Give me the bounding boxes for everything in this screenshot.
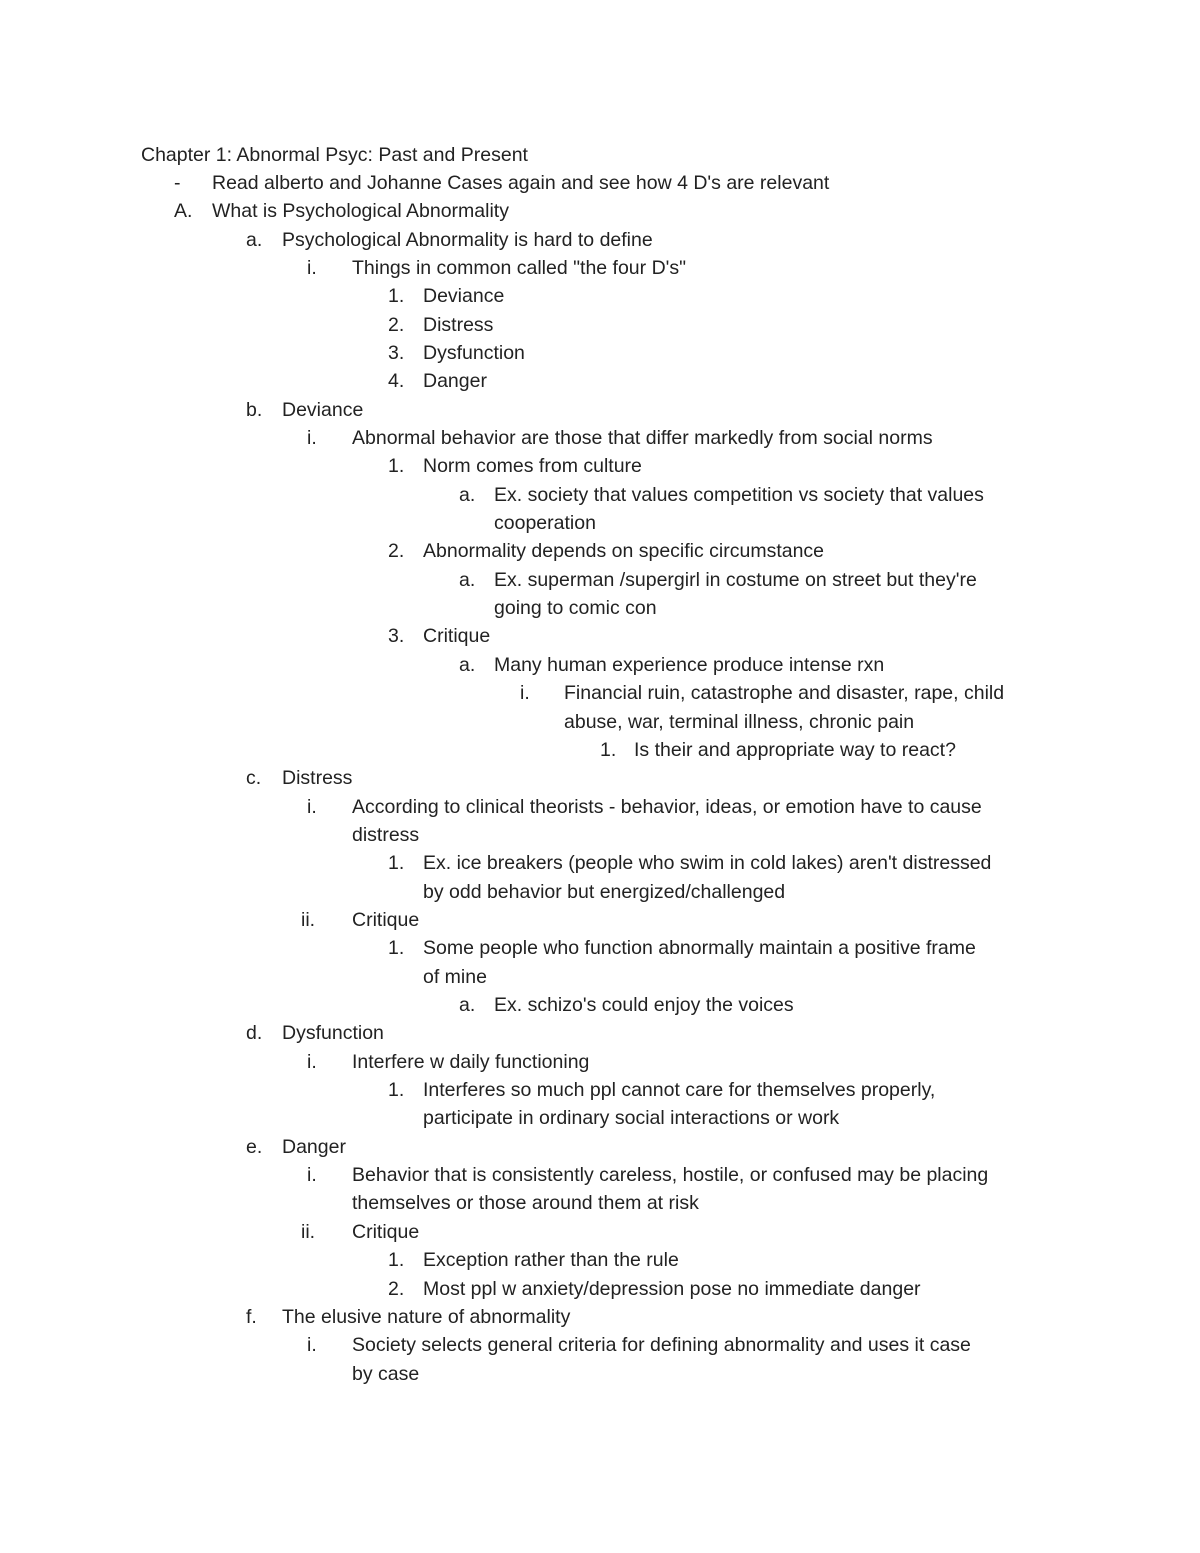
line-text: What is Psychological Abnormality: [212, 200, 509, 223]
list-item: [0, 651, 1200, 679]
list-marker: a.: [459, 483, 476, 506]
line-text: Norm comes from culture: [423, 455, 642, 478]
list-marker: 1.: [388, 852, 405, 875]
list-marker: 1.: [388, 285, 405, 308]
line-text: Abnormal behavior are those that differ markedly from social norms: [352, 427, 933, 449]
list-marker: 3.: [388, 625, 405, 648]
list-item: [0, 1331, 1200, 1359]
list-marker: 1.: [600, 738, 617, 761]
list-item: [0, 679, 1200, 707]
list-marker: b.: [246, 398, 263, 421]
line-text: distress: [352, 823, 420, 846]
line-text: Interfere w daily functioning: [352, 1050, 590, 1073]
list-marker: 1.: [388, 1249, 405, 1272]
list-item: [0, 1218, 1200, 1246]
list-marker: 1.: [388, 937, 405, 960]
list-item-continuation: [0, 1189, 1200, 1217]
list-item: [0, 1275, 1200, 1303]
line-text: Danger: [423, 370, 487, 393]
line-text: Danger: [282, 1135, 346, 1158]
line-text: abuse, war, terminal illness, chronic pain: [564, 710, 915, 733]
list-marker: i.: [307, 1334, 317, 1357]
list-item: [0, 452, 1200, 480]
list-marker: 1.: [388, 1079, 405, 1102]
list-marker: -: [174, 171, 181, 194]
line-text: Many human experience produce intense rxn: [494, 653, 885, 676]
line-text: Deviance: [423, 285, 505, 308]
line-text: Dysfunction: [282, 1022, 384, 1045]
list-item: [0, 906, 1200, 934]
list-item-continuation: [0, 963, 1200, 991]
line-text: Interferes so much ppl cannot care for themselves properly,: [423, 1079, 936, 1102]
list-item: [0, 481, 1200, 509]
list-marker: f.: [246, 1305, 257, 1328]
list-marker: 2.: [388, 540, 405, 563]
list-item: [0, 764, 1200, 792]
list-item: [0, 1019, 1200, 1047]
list-item: [0, 311, 1200, 339]
list-marker: a.: [459, 653, 476, 676]
list-item-continuation: [0, 821, 1200, 849]
line-text: Distress: [282, 767, 353, 790]
list-item-continuation: [0, 878, 1200, 906]
list-marker: 2.: [388, 313, 405, 336]
list-item-continuation: [0, 1104, 1200, 1132]
line-text: Exception rather than the rule: [423, 1249, 679, 1272]
list-item: [0, 197, 1200, 225]
list-marker: 4.: [388, 370, 405, 393]
list-item: [0, 396, 1200, 424]
list-marker: i.: [307, 1050, 317, 1073]
line-text: Ex. society that values competition vs society that values: [494, 483, 984, 506]
line-text: Behavior that is consistently careless, hostile, or confused may be placing: [352, 1164, 989, 1187]
list-item: [0, 991, 1200, 1019]
list-item: [0, 169, 1200, 197]
line-text: themselves or those around them at risk: [352, 1192, 699, 1215]
line-text: Ex. superman /supergirl in costume on street but they're: [494, 568, 977, 591]
list-item: [0, 793, 1200, 821]
list-item: [0, 424, 1200, 452]
line-text: Most ppl w anxiety/depression pose no immediate danger: [423, 1277, 921, 1300]
line-text: Deviance: [282, 398, 364, 421]
line-text: Critique: [352, 1220, 420, 1243]
list-marker: a.: [459, 994, 476, 1016]
line-text: of mine: [423, 965, 487, 988]
list-item: [0, 566, 1200, 594]
line-text: Abnormality depends on specific circumstance: [423, 540, 825, 563]
list-item: [0, 849, 1200, 877]
list-item: [0, 622, 1200, 650]
line-text: Critique: [352, 908, 420, 931]
list-marker: i.: [520, 682, 530, 705]
list-marker: i.: [307, 256, 317, 279]
list-marker: 2.: [388, 1277, 405, 1300]
list-item: [0, 1161, 1200, 1189]
line-text: Ex. ice breakers (people who swim in cold lakes) aren't distressed: [423, 852, 992, 875]
line-text: Things in common called "the four D's": [352, 256, 687, 279]
list-marker: a.: [459, 568, 476, 591]
list-item: [0, 254, 1200, 282]
list-item: [0, 226, 1200, 254]
list-item: [0, 537, 1200, 565]
list-marker: i.: [307, 1164, 317, 1187]
line-text: cooperation: [494, 512, 596, 535]
list-marker: 3.: [388, 341, 405, 364]
line-text: Some people who function abnormally maintain a positive frame: [423, 937, 976, 960]
list-item-continuation: [0, 708, 1200, 736]
list-marker: i.: [307, 427, 317, 449]
line-text: Distress: [423, 313, 494, 336]
line-text: by case: [352, 1362, 420, 1385]
list-item: [0, 1133, 1200, 1161]
list-marker: ii.: [301, 1220, 316, 1243]
list-item: [0, 934, 1200, 962]
list-item: [0, 736, 1200, 764]
line-text: Ex. schizo's could enjoy the voices: [494, 994, 794, 1016]
list-marker: ii.: [301, 908, 316, 931]
list-item: [0, 1303, 1200, 1331]
list-marker: a.: [246, 228, 263, 251]
list-marker: d.: [246, 1022, 263, 1045]
list-item-continuation: [0, 509, 1200, 537]
list-item: [0, 1246, 1200, 1274]
list-marker: e.: [246, 1135, 263, 1158]
list-item: [0, 1076, 1200, 1104]
line-text: The elusive nature of abnormality: [282, 1305, 571, 1328]
line-text: by odd behavior but energized/challenged: [423, 880, 786, 903]
list-item: [0, 367, 1200, 395]
list-marker: 1.: [388, 455, 405, 478]
line-text: Read alberto and Johanne Cases again and see how 4 D's are relevant: [212, 171, 830, 194]
line-text: Financial ruin, catastrophe and disaster, rape, child: [564, 682, 1005, 705]
list-item: [0, 1048, 1200, 1076]
page-title: [0, 141, 1200, 169]
line-text: participate in ordinary social interactions or work: [423, 1107, 840, 1130]
list-item: [0, 282, 1200, 310]
list-marker: c.: [246, 767, 262, 790]
line-text: According to clinical theorists - behavior, ideas, or emotion have to cause: [352, 795, 982, 818]
list-item-continuation: [0, 1360, 1200, 1388]
line-text: going to comic con: [494, 597, 657, 620]
list-item-continuation: [0, 594, 1200, 622]
line-text: Chapter 1: Abnormal Psyc: Past and Present: [141, 143, 528, 166]
list-marker: i.: [307, 795, 317, 818]
list-item: [0, 339, 1200, 367]
line-text: Psychological Abnormality is hard to define: [282, 228, 653, 251]
list-marker: A.: [174, 200, 193, 223]
line-text: Society selects general criteria for defining abnormality and uses it case: [352, 1334, 971, 1357]
line-text: Is their and appropriate way to react?: [634, 738, 956, 761]
line-text: Dysfunction: [423, 341, 525, 364]
line-text: Critique: [423, 625, 491, 648]
